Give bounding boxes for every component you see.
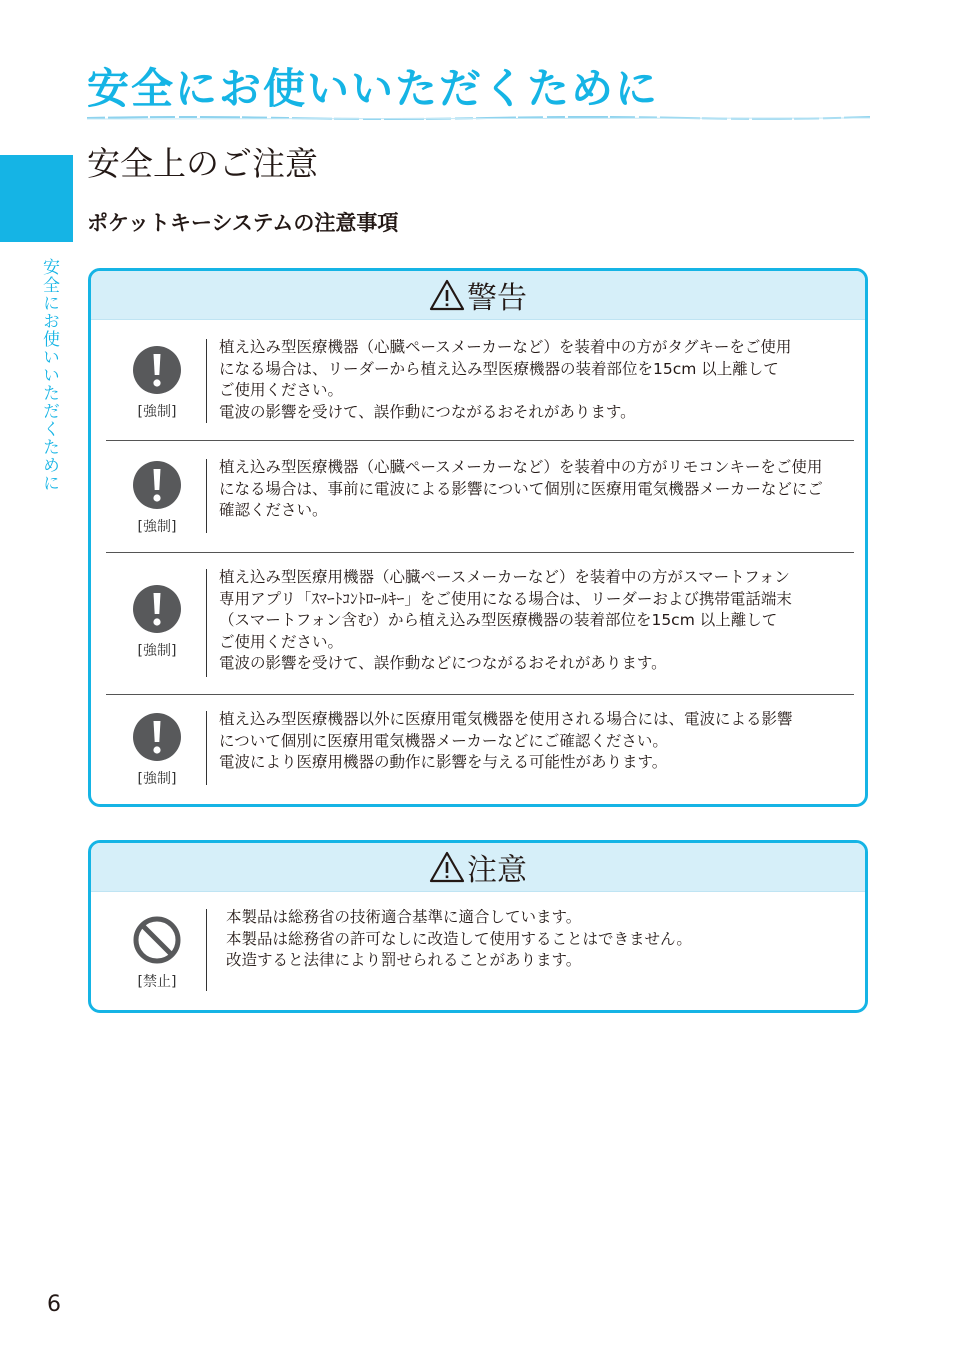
- text-line: 植え込み型医療機器（心臓ペースメーカーなど）を装着中の方がリモコンキーをご使用: [219, 458, 823, 476]
- caution-item-1: [106, 897, 854, 1007]
- text-line: 植え込み型医療機器以外に医療用電気機器を使用される場合には、電波による影響: [219, 710, 793, 728]
- item-divider-line: [206, 339, 207, 423]
- item-divider-line: [206, 711, 207, 785]
- text-line: になる場合は、リーダーから植え込み型医療機器の装着部位を15cm 以上離して: [219, 359, 779, 378]
- text-line: 電波の影響を受けて、誤作動などにつながるおそれがあります。: [219, 654, 667, 672]
- item-divider-line: [206, 459, 207, 533]
- mandatory-exclamation-icon: [132, 712, 182, 762]
- section-title: 安全上のご注意: [87, 144, 318, 183]
- warning-item-text: [219, 337, 849, 423]
- warning-item-text: [219, 709, 849, 774]
- warning-box: [88, 268, 868, 807]
- caution-box-header: [91, 843, 865, 892]
- warning-item-2: [106, 441, 854, 551]
- warning-item-1: [106, 325, 854, 435]
- warning-item-text: [219, 567, 849, 675]
- text-line: 本製品は総務省の技術適合基準に適合しています。: [226, 908, 582, 926]
- warning-box-title: 警告: [467, 281, 527, 316]
- warning-item-4: [106, 695, 854, 803]
- sub-title: ポケットキーシステムの注意事項: [87, 211, 399, 235]
- text-line: 電波の影響を受けて、誤作動につながるおそれがあります。: [219, 402, 636, 421]
- text-line: 確認ください。: [219, 501, 328, 519]
- text-line: について個別に医療用電気機器メーカーなどにご確認ください。: [219, 731, 668, 750]
- text-line: 専用アプリ「ｽﾏｰﾄｺﾝﾄﾛｰﾙｷｰ」をご使用になる場合は、リーダーおよび携帯電話端末: [219, 589, 792, 608]
- mandatory-badge: [126, 345, 188, 421]
- prohibition-badge: [126, 915, 188, 991]
- text-line: 本製品は総務省の許可なしに改造して使用することはできません。: [226, 929, 692, 948]
- warning-box-header: [91, 271, 865, 320]
- title-underline: [87, 115, 870, 121]
- warning-item-text: [219, 457, 849, 522]
- prohibition-label: [禁止]: [137, 974, 177, 990]
- warning-item-3: [106, 553, 854, 693]
- text-line: 植え込み型医療機器（心臓ペースメーカーなど）を装着中の方がタグキーをご使用: [219, 338, 792, 356]
- item-divider-line: [206, 909, 207, 991]
- caution-item-text: [226, 907, 856, 972]
- mandatory-exclamation-icon: [132, 460, 182, 510]
- side-tab-marker: [0, 155, 73, 242]
- main-title: 安全にお使いいただくために: [87, 64, 660, 113]
- text-line: 電波により医療用機器の動作に影響を与える可能性があります。: [219, 753, 668, 771]
- caution-box: [88, 840, 868, 1013]
- mandatory-badge: [126, 712, 188, 788]
- mandatory-label: [強制]: [137, 404, 177, 420]
- warning-triangle-icon: [429, 279, 465, 311]
- text-line: ご使用ください。: [219, 632, 344, 651]
- text-line: になる場合は、事前に電波による影響について個別に医療用電気機器メーカーなどにご: [219, 479, 823, 498]
- prohibition-icon: [132, 915, 182, 965]
- side-tab-label: 安全にお使いいただくために: [39, 258, 59, 492]
- page-number: 6: [47, 1292, 61, 1317]
- text-line: 改造すると法律により罰せられることがあります。: [226, 951, 582, 969]
- mandatory-exclamation-icon: [132, 584, 182, 634]
- item-divider-line: [206, 569, 207, 677]
- caution-box-title: 注意: [467, 853, 527, 888]
- mandatory-badge: [126, 460, 188, 536]
- mandatory-badge: [126, 584, 188, 660]
- text-line: （スマートフォン含む）から植え込み型医療機器の装着部位を15cm 以上離して: [219, 611, 778, 629]
- text-line: 植え込み型医療用機器（心臓ペースメーカーなど）を装着中の方がスマートフォン: [219, 568, 790, 586]
- mandatory-label: [強制]: [137, 771, 177, 787]
- text-line: ご使用ください。: [219, 381, 344, 399]
- mandatory-exclamation-icon: [132, 345, 182, 395]
- mandatory-label: [強制]: [137, 643, 177, 659]
- mandatory-label: [強制]: [137, 519, 177, 535]
- warning-triangle-icon: [429, 851, 465, 883]
